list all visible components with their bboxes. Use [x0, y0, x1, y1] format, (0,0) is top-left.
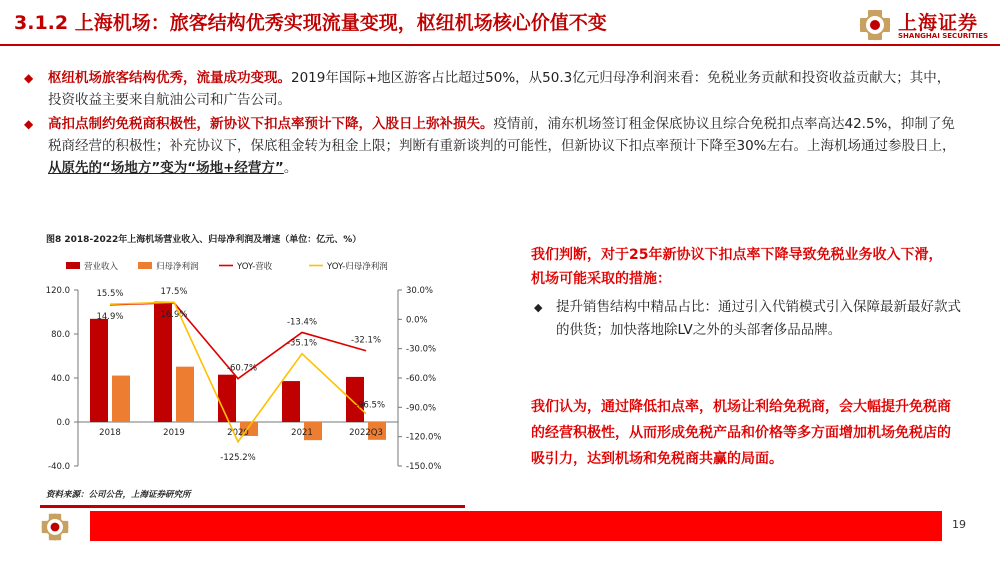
page-number: 19 — [952, 518, 966, 531]
right-axis-tick-label: -90.0% — [406, 403, 437, 414]
left-axis-tick-label: 120.0 — [45, 286, 70, 296]
logo-chinese-name: 上海证券 — [898, 12, 979, 34]
legend-swatch-营业收入 — [66, 262, 80, 269]
bullet-tail: 。 — [283, 160, 298, 176]
footer-bar — [90, 511, 942, 541]
bullet-body: 疫情前，浦东机场签订租金保底协议且综合免税扣点率高达42.5%，抑制了免税商经营的积极性；补充协议下，保底租金转为租金上限；判断有重新谈判的可能性，但新协议下扣点率预计下降至30%左右。上海机场通过参股日上， — [48, 116, 956, 154]
data-label-YOY-营收: 16.9% — [160, 309, 188, 320]
right-axis-tick-label: 30.0% — [406, 286, 434, 296]
bar-营业收入-2021 — [282, 381, 300, 422]
right-axis-tick-label: -30.0% — [406, 344, 437, 355]
legend-label-YOY-营收: YOY-营收 — [237, 262, 273, 272]
bullet-deduction-rate — [22, 113, 957, 179]
judgment-measure-text: 提升销售结构中精品占比：通过引入代销模式引入保障最新最好款式的供货；加快落地除LV之外的头部奢侈品品牌。 — [556, 299, 961, 338]
title-divider — [0, 44, 1000, 46]
left-axis-tick-label: 80.0 — [51, 330, 70, 340]
legend-swatch-归母净利润 — [138, 262, 152, 269]
chart-bottom-rule — [40, 505, 465, 508]
logo-english-name: SHANGHAI SECURITIES — [898, 32, 989, 40]
legend-label-归母净利润: 归母净利润 — [156, 262, 199, 272]
footer-emblem-icon — [40, 512, 70, 542]
category-label: 2018 — [99, 428, 121, 438]
data-label-YOY-营收: -60.7% — [226, 363, 258, 374]
category-label: 2022Q3 — [349, 428, 383, 438]
key-points — [22, 67, 957, 181]
judgment-title: 我们判断，对于25年新协议下扣点率下降导致免税业务收入下滑，机场可能采取的措施： — [531, 247, 943, 287]
bullet-heading: 高扣点制约免税商积极性，新协议下扣点率预计下降，入股日上弥补损失。 — [48, 116, 494, 132]
page-title: 3.1.2 上海机场：旅客结构优秀实现流量变现，枢纽机场核心价值不变 — [14, 12, 607, 34]
right-axis-tick-label: 0.0% — [406, 315, 428, 326]
bar-归母净利润-2018 — [112, 376, 130, 422]
data-label-YOY-营收: 14.9% — [96, 311, 124, 322]
legend-label-YOY-归母净利润: YOY-归母净利润 — [327, 262, 388, 272]
bullet-heading: 枢纽机场旅客结构优秀，流量成功变现。 — [48, 70, 291, 86]
company-logo — [858, 6, 998, 46]
left-axis-tick-label: 40.0 — [51, 374, 70, 384]
diamond-bullet-icon: ◆ — [24, 71, 34, 85]
data-label-YOY-归母净利润: -125.2% — [220, 452, 256, 463]
bar-营业收入-2022Q3 — [346, 377, 364, 422]
right-axis-tick-label: -60.0% — [406, 374, 437, 384]
data-label-YOY-归母净利润: 15.5% — [96, 289, 124, 300]
bar-归母净利润-2019 — [176, 367, 194, 422]
revenue-profit-chart — [38, 228, 466, 504]
bullet-body: 2019年国际+地区游客占比超过50%，从50.3亿元归母净利润来看：免税业务贡献和投资收益贡献大；其中，投资收益主要来自航油公司和广告公司。 — [48, 70, 951, 108]
category-label: 2019 — [163, 428, 185, 438]
data-label-YOY-归母净利润: 17.5% — [160, 287, 188, 298]
right-axis-tick-label: -150.0% — [406, 462, 442, 472]
bullet-passenger-structure — [22, 67, 957, 111]
conclusion-text: 我们认为，通过降低扣点率，机场让利给免税商，会大幅提升免税商的经营积极性，从而形成免税产品和价格等多方面增加机场免税店的吸引力，达到机场和免税商共赢的局面。 — [531, 399, 951, 467]
bar-营业收入-2020 — [218, 375, 236, 422]
left-axis-tick-label: -40.0 — [48, 462, 70, 472]
right-axis-tick-label: -120.0% — [406, 432, 442, 443]
diamond-bullet-icon: ◆ — [534, 301, 543, 314]
chart-panel — [38, 228, 466, 504]
logo-emblem-icon — [858, 8, 892, 42]
bar-营业收入-2018 — [90, 319, 108, 422]
data-label-YOY-归母净利润: -96.5% — [354, 400, 386, 411]
legend-label-营业收入: 营业收入 — [84, 262, 119, 272]
category-label: 2020 — [227, 428, 249, 438]
chart-source: 资料来源：公司公告，上海证券研究所 — [46, 490, 191, 500]
diamond-bullet-icon: ◆ — [24, 117, 34, 131]
bullet-underlined-text: 从原先的“场地方”变为“场地+经营方” — [48, 160, 284, 176]
chart-caption: 图8 2018-2022年上海机场营业收入、归母净利润及增速（单位：亿元、%） — [46, 235, 362, 245]
data-label-YOY-营收: -32.1% — [350, 335, 382, 346]
judgment-measure — [534, 296, 966, 342]
data-label-YOY-营收: -13.4% — [286, 317, 318, 328]
left-axis-tick-label: 0.0 — [56, 418, 70, 428]
data-label-YOY-归母净利润: -35.1% — [286, 338, 318, 349]
category-label: 2021 — [291, 428, 313, 438]
